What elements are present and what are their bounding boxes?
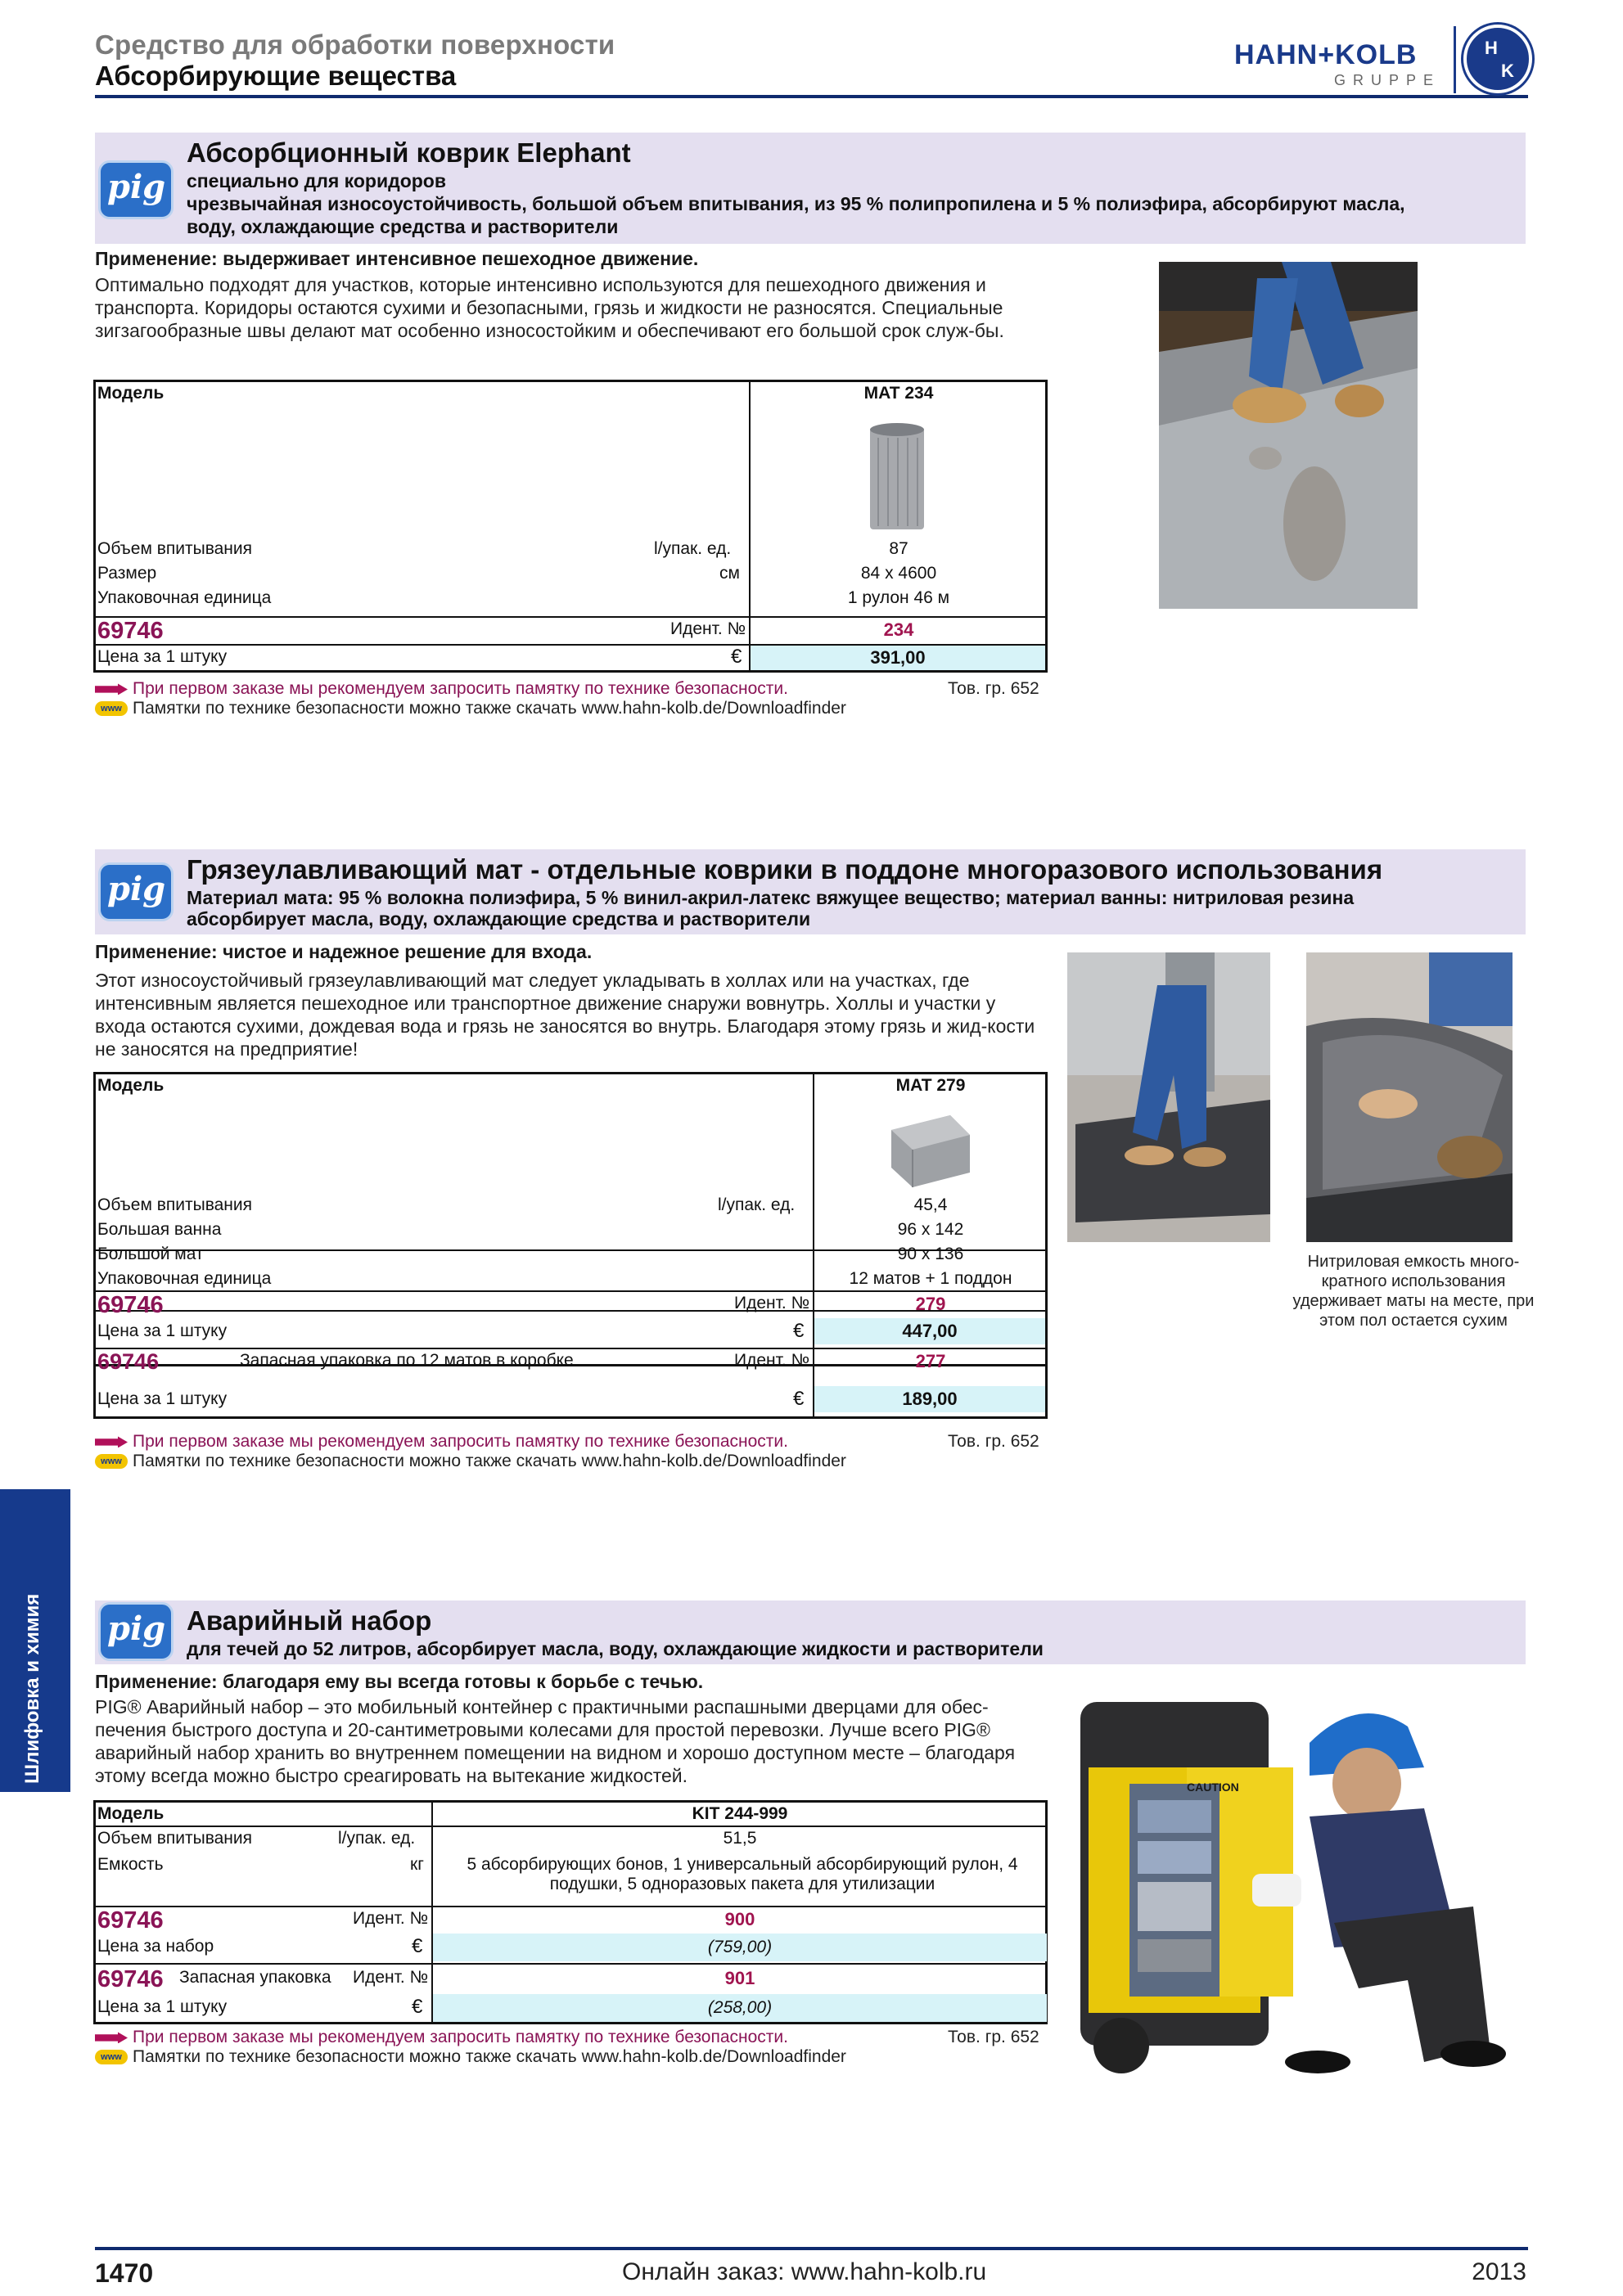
safety-note[interactable]: При первом заказе мы рекомендуем запросить памятку по технике безопасности. <box>95 679 788 699</box>
product-group: Тов. гр. 652 <box>948 1432 1039 1451</box>
section1-feature-line: чрезвычайная износоустойчивость, большой объем впитывания, из 95 % полипропилена и 5 % полиэфира, абсорбируют масла, <box>187 193 1405 214</box>
ident-number-277[interactable]: 277 <box>915 1351 946 1371</box>
price-label: Цена за 1 штуку <box>97 1321 228 1340</box>
product-photo-nitrile-tray <box>1306 952 1513 1242</box>
model-mat-279: MAT 279 <box>895 1076 966 1095</box>
product-group: Тов. гр. 652 <box>948 679 1039 698</box>
size-label: Размер <box>97 564 157 583</box>
logo-divider <box>1454 26 1456 93</box>
mat-size: 90 x 136 <box>897 1245 964 1263</box>
col-model-header: Модель <box>97 1804 165 1823</box>
volume-unit: l/упак. ед. <box>654 539 732 558</box>
price-cell <box>751 646 1045 670</box>
www-icon: www <box>95 1454 128 1469</box>
price-set-label: Цена за набор <box>97 1937 214 1956</box>
volume-unit: l/упак. ед. <box>338 1829 416 1848</box>
pack-label: Упаковочная единица <box>97 588 272 607</box>
www-icon: www <box>95 2050 128 2064</box>
section3-application: Применение: благодаря ему вы всегда готовы к борьбе с течью. <box>95 1671 704 1692</box>
euro-sign: € <box>731 646 742 668</box>
section1-application: Применение: выдерживает интенсивное пешеходное движение. <box>95 248 699 269</box>
price-cell <box>433 1934 1047 1961</box>
spare-price-value: 189,00 <box>902 1389 958 1409</box>
price-label: Цена за 1 штуку <box>97 647 228 666</box>
section1-subtitle: специально для коридоров <box>187 170 446 191</box>
capacity-label: Емкость <box>97 1855 164 1874</box>
capacity-unit: кг <box>410 1855 424 1874</box>
tub-size: 96 x 142 <box>897 1220 964 1239</box>
ident-number-279[interactable]: 279 <box>915 1294 946 1314</box>
pack-value: 12 матов + 1 поддон <box>849 1269 1012 1288</box>
download-note[interactable]: www Памятки по технике безопасности можно также скачать www.hahn-kolb.de/Downloadfinder <box>95 699 846 718</box>
safety-note[interactable]: При первом заказе мы рекомендуем запросить памятку по технике безопасности. <box>95 1432 788 1452</box>
page-number: 1470 <box>95 2258 154 2288</box>
pig-brand-icon: pig <box>98 160 174 219</box>
caution-label: CAUTION <box>1187 1781 1239 1794</box>
model-mat-234: MAT 234 <box>863 384 934 403</box>
download-note[interactable]: www Памятки по технике безопасности можно также скачать www.hahn-kolb.de/Downloadfinder <box>95 2047 846 2067</box>
size-value: 84 x 4600 <box>860 564 937 583</box>
section1-description: Оптимально подходят для участков, которые интенсивно используются для пешеходного движения и транспорта. Коридоры остаются сухими и безопасными, грязь и жидкости не разносятся. Специальные зигзагообразные швы делают мат особенно износостойким и обеспечивают его большой срок служ-бы. <box>95 274 1004 341</box>
logo-emblem-icon: H K <box>1463 25 1532 93</box>
www-icon: www <box>95 701 128 716</box>
section1-spec-table <box>93 380 1048 673</box>
online-order-link[interactable]: Онлайн заказ: www.hahn-kolb.ru <box>622 2258 987 2285</box>
catalog-year: 2013 <box>1472 2258 1526 2285</box>
pack-label: Упаковочная единица <box>97 1269 272 1288</box>
size-unit: см <box>719 564 740 583</box>
tub-label: Большая ванна <box>97 1220 222 1239</box>
arrow-icon <box>95 2032 128 2043</box>
mat-roll-product-icon <box>867 421 927 533</box>
logo-subtext: GRUPPE <box>1334 72 1441 88</box>
spare-price-cell <box>433 1994 1047 2022</box>
page-title: Абсорбирующие вещества <box>95 61 457 91</box>
product-group: Тов. гр. 652 <box>948 2028 1039 2046</box>
spare-price-value: (258,00) <box>707 1998 773 2017</box>
ident-label: Идент. № <box>670 619 746 638</box>
ident-number-900[interactable]: 900 <box>724 1909 755 1929</box>
price-cell <box>814 1318 1045 1344</box>
product-photo-entrance-mat <box>1067 952 1270 1242</box>
header-category: Средство для обработки поверхности <box>95 29 615 60</box>
euro-sign: € <box>412 1996 423 2018</box>
volume-unit: l/упак. ед. <box>718 1195 796 1214</box>
nitrile-tray-caption: Нитриловая емкость много-кратного использования удерживает маты на месте, при этом пол остается сухим <box>1292 1253 1535 1330</box>
spare-article-number: 69746 <box>97 1349 160 1374</box>
section1-feature-line-2: воду, охлаждающие средства и растворители <box>187 216 619 237</box>
safety-note[interactable]: При первом заказе мы рекомендуем запросить памятку по технике безопасности. <box>95 2028 788 2047</box>
price-value: 391,00 <box>870 647 926 668</box>
spare-label: Запасная упаковка по 12 матов в коробке <box>240 1351 574 1370</box>
euro-sign: € <box>793 1320 805 1342</box>
pig-brand-icon: pig <box>98 1602 174 1661</box>
section3-spec-table <box>93 1800 1048 2024</box>
section2-title: Грязеулавливающий мат - отдельные коврики в поддоне многоразового использования <box>187 854 1383 885</box>
pig-brand-icon: pig <box>98 862 174 921</box>
price-value: (759,00) <box>707 1938 773 1956</box>
section2-material-line: Материал мата: 95 % волокна полиэфира, 5 % винил-акрил-латекс вяжущее вещество; материал ванны: нитриловая резина <box>187 887 1355 908</box>
article-number: 69746 <box>97 618 164 644</box>
section2-absorbs-line: абсорбирует масла, воду, охлаждающие средства и растворители <box>187 908 811 930</box>
spare-price-label: Цена за 1 штуку <box>97 1389 228 1408</box>
arrow-icon <box>95 683 128 695</box>
hahn-kolb-logo <box>1228 21 1539 95</box>
ident-number-901[interactable]: 901 <box>724 1968 755 1988</box>
product-photo-elephant-mat <box>1159 262 1418 609</box>
download-note[interactable]: www Памятки по технике безопасности можно также скачать www.hahn-kolb.de/Downloadfinder <box>95 1452 846 1471</box>
volume-value: 51,5 <box>723 1829 757 1848</box>
chapter-side-tab[interactable] <box>0 1489 70 1792</box>
logo-text: HAHN+KOLB <box>1234 39 1418 70</box>
price-value: 447,00 <box>902 1321 958 1341</box>
product-photo-spill-kit <box>1064 1677 1522 2087</box>
section2-description: Этот износоустойчивый грязеулавливающий мат следует укладывать в холлах или на участках, где интенсивным является пешеходное или транспортное движение снаружи вовнутрь. Холлы и участки у входа остаются сухими, дождевая вода и грязь не заносятся во внутрь. Благодаря этому грязь и жид-кости не заносятся на предприятие! <box>95 970 1035 1060</box>
spare-price-label: Цена за 1 штуку <box>97 1997 228 2016</box>
article-number: 69746 <box>97 1292 164 1318</box>
header-rule <box>95 95 1528 98</box>
ident-label: Идент. № <box>353 1909 429 1928</box>
volume-label: Объем впитывания <box>97 539 253 558</box>
ident-label: Идент. № <box>734 1351 810 1370</box>
spare-label: Запасная упаковка <box>179 1968 331 1987</box>
volume-value: 87 <box>889 539 908 558</box>
section2-application: Применение: чистое и надежное решение для входа. <box>95 941 593 962</box>
spare-price-cell <box>814 1386 1045 1412</box>
section2-spec-table <box>93 1072 1048 1374</box>
volume-label: Объем впитывания <box>97 1829 253 1848</box>
euro-sign: € <box>793 1388 805 1410</box>
euro-sign: € <box>412 1935 423 1957</box>
mat-label: Большой мат <box>97 1245 204 1263</box>
volume-value: 45,4 <box>913 1195 948 1214</box>
footer-rule <box>95 2247 1528 2250</box>
section2-spare-price-row <box>93 1365 1048 1419</box>
col-model-header: Модель <box>97 384 165 403</box>
capacity-value: 5 абсорбирующих бонов, 1 универсальный абсорбирующий рулон, 4 подушки, 5 одноразовых пакета для утилизации <box>467 1855 1018 1893</box>
section3-subtitle: для течей до 52 литров, абсорбирует масла, воду, охлаждающие жидкости и растворители <box>187 1638 1044 1659</box>
ident-label: Идент. № <box>734 1294 810 1312</box>
section1-title: Абсорбционный коврик Elephant <box>187 137 631 168</box>
mat-tray-product-icon <box>885 1110 975 1192</box>
ident-number-234[interactable]: 234 <box>883 619 914 640</box>
article-number: 69746 <box>97 1907 164 1934</box>
ident-label: Идент. № <box>353 1968 429 1987</box>
volume-label: Объем впитывания <box>97 1195 253 1214</box>
model-kit-244-999: KIT 244-999 <box>692 1804 788 1823</box>
spare-article-number: 69746 <box>97 1966 164 1992</box>
col-model-header: Модель <box>97 1076 165 1095</box>
arrow-icon <box>95 1436 128 1447</box>
pack-value: 1 рулон 46 м <box>847 588 950 607</box>
chapter-tab-label: Шлифовка и химия <box>21 1593 43 1784</box>
section3-description: PIG® Аварийный набор – это мобильный контейнер с практичными распашными дверцами для обес-печения быстрого доступа и 20-сантиметровыми колесами для простой перевозки. Лучше всего PIG® аварийный набор хранить во внутреннем помещении на видном и хорошо доступном месте – благодаря этому всегда можно быстро среагировать на вытекание жидкостей. <box>95 1696 1016 1786</box>
section3-title: Аварийный набор <box>187 1605 432 1636</box>
